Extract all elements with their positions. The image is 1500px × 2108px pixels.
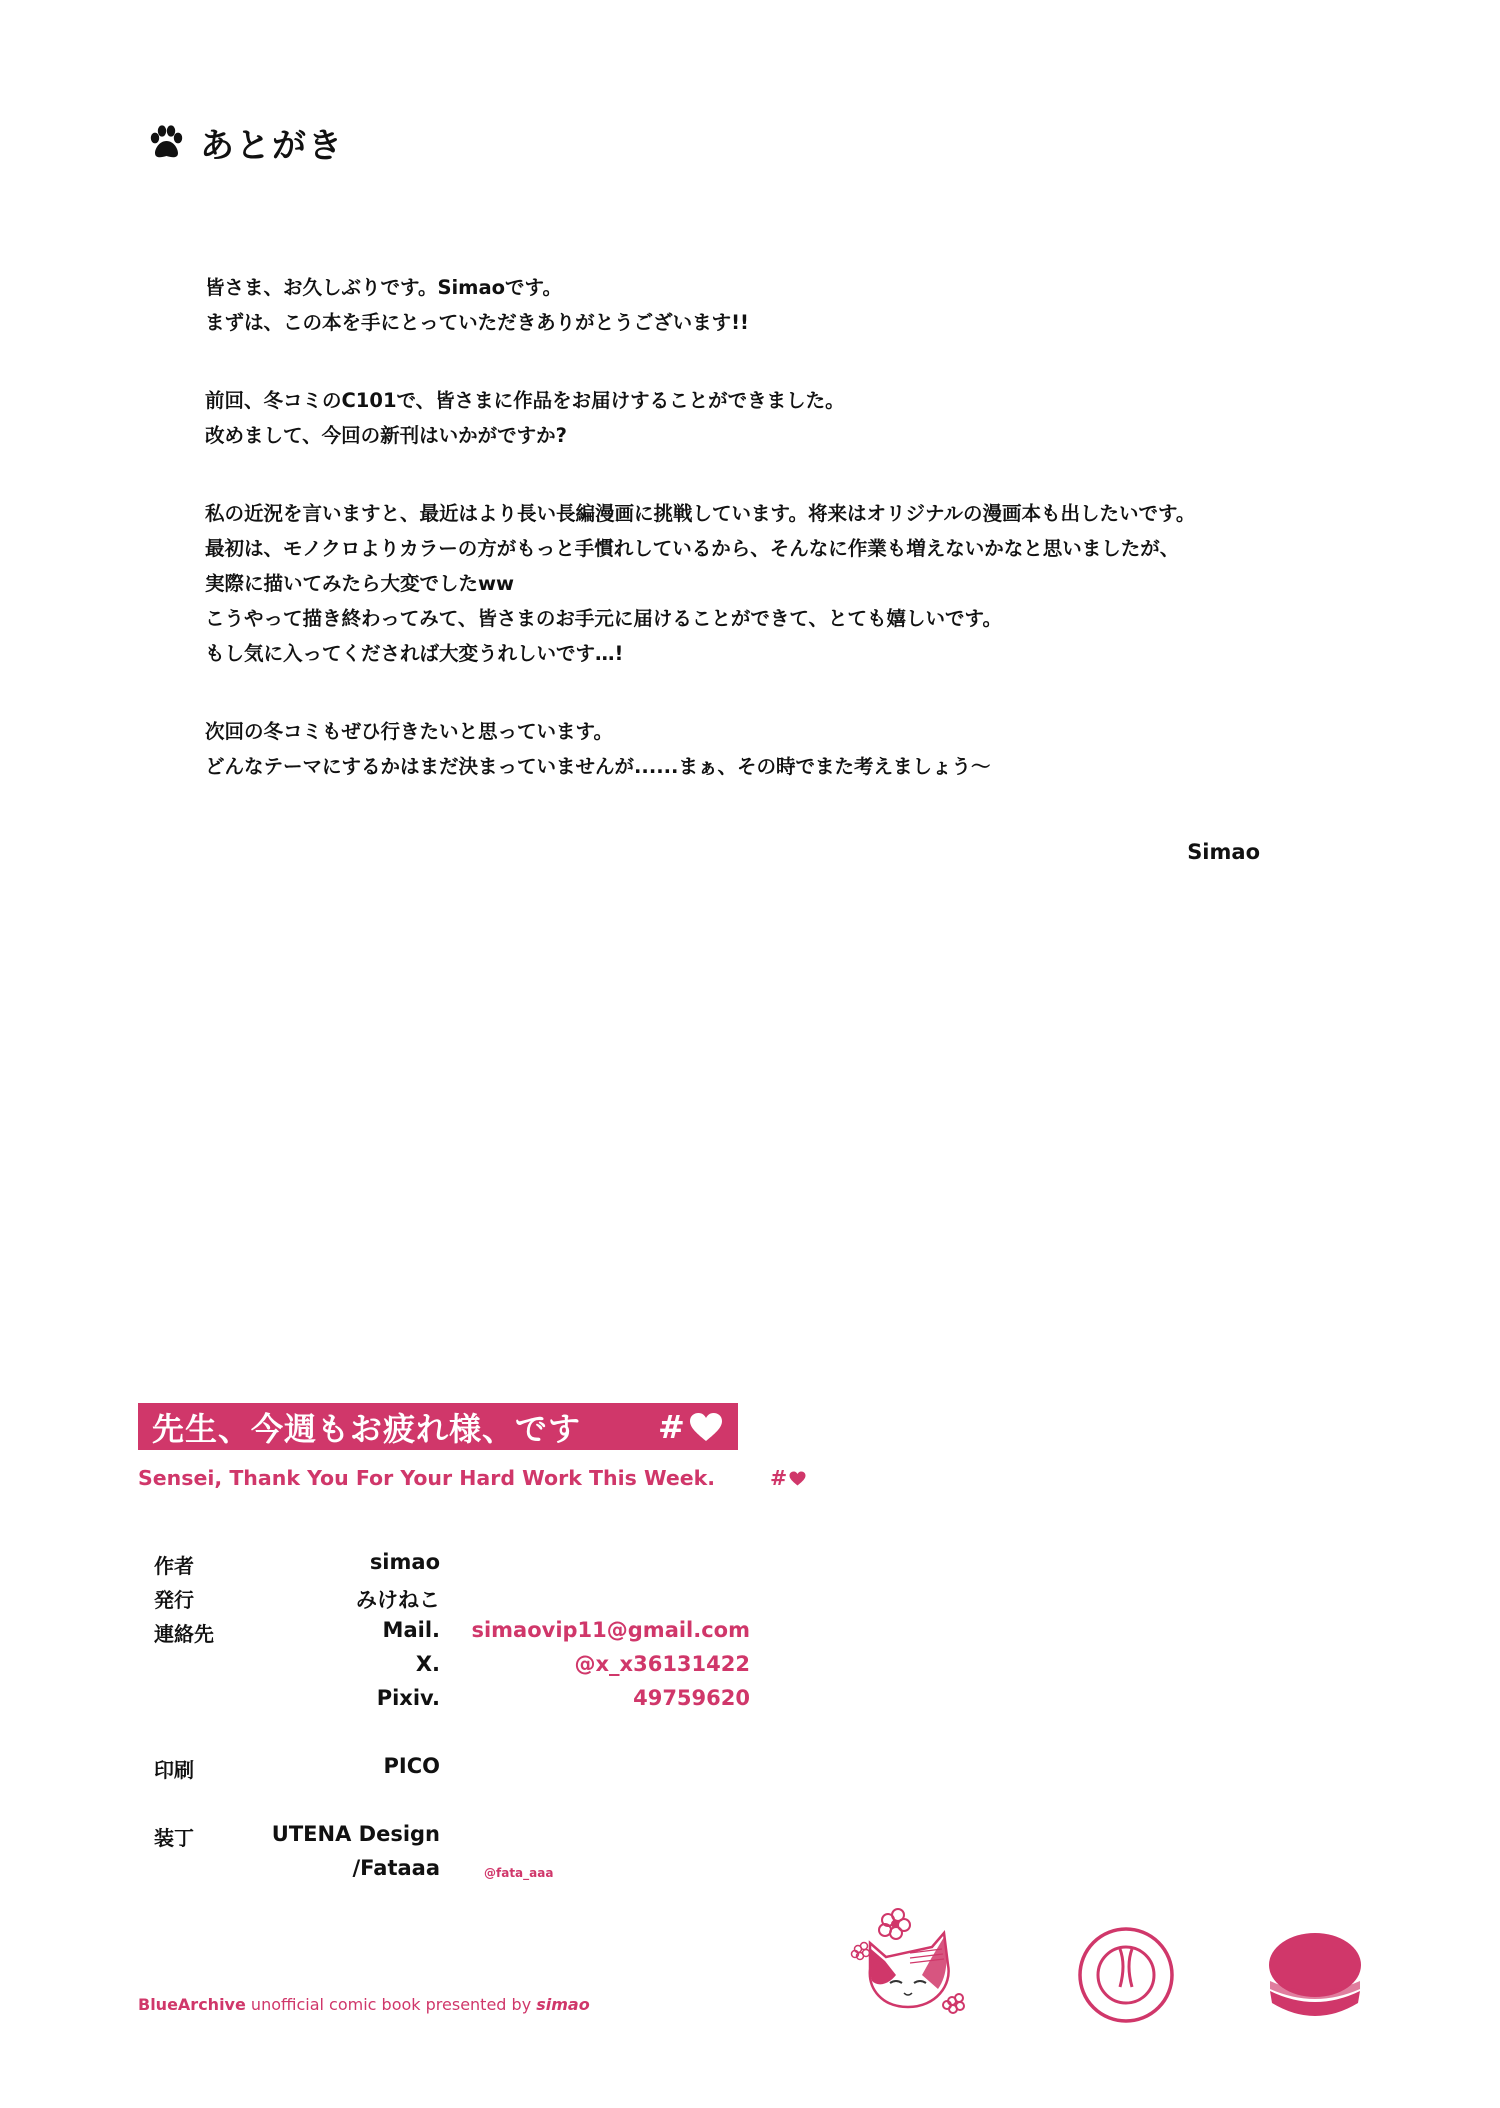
- print-label: 印刷: [154, 1758, 194, 1782]
- cat-face-logo: [848, 1905, 968, 2015]
- paragraph: [205, 714, 1355, 784]
- colophon-title-bar: [138, 1403, 738, 1450]
- text-line: もし気に入ってくだされば大変うれしいです…!: [205, 642, 624, 665]
- footer-part-3: simao: [536, 1995, 590, 2014]
- publisher-label: 発行: [154, 1588, 194, 1612]
- text-line: まずは、この本を手にとっていただきありがとうございます!!: [205, 311, 749, 334]
- mail-label: Mail.: [382, 1618, 440, 1642]
- paw-icon: [146, 123, 186, 163]
- x-label: X.: [415, 1652, 440, 1676]
- macaron-icon: [1265, 1925, 1365, 2025]
- design-value-2: /Fataaa: [352, 1856, 440, 1880]
- text-line: 前回、冬コミのC101で、皆さまに作品をお届けすることができました。: [205, 389, 845, 412]
- pixiv-label: Pixiv.: [376, 1686, 440, 1710]
- text-line: 最初は、モノクロよりカラーの方がもっと手慣れしているから、そんなに作業も増えないかなと思いましたが、: [205, 537, 1180, 560]
- publisher-value: みけねこ: [356, 1588, 440, 1612]
- text-line: 改めまして、今回の新刊はいかがですか?: [205, 424, 567, 447]
- title-hash: #: [658, 1407, 685, 1446]
- title-hash-heart: [658, 1403, 723, 1450]
- signature: Simao: [1187, 840, 1260, 864]
- print-value: PICO: [383, 1754, 440, 1778]
- design-label: 装丁: [154, 1826, 194, 1850]
- flower-icon: [879, 1909, 910, 1939]
- footer-credit: [138, 1995, 590, 2014]
- design-value: UTENA Design: [271, 1822, 440, 1846]
- afterword-body: [205, 270, 1355, 827]
- small-flower-icon: [852, 1943, 870, 1960]
- text-line: 皆さま、お久しぶりです。Simaoです。: [205, 276, 562, 299]
- ring-emblem-icon: [1076, 1925, 1176, 2025]
- paragraph: [205, 270, 1355, 340]
- design-handle-link[interactable]: @fata_aaa: [484, 1866, 554, 1880]
- afterword-heading: [146, 118, 344, 167]
- afterword-title: あとがき: [200, 126, 344, 166]
- paragraph: [205, 383, 1355, 453]
- footer-part-2: unofficial comic book presented by: [245, 1995, 537, 2014]
- contact-label: 連絡先: [154, 1622, 214, 1646]
- heart-icon: [689, 1412, 723, 1442]
- subtitle-hash-heart: [770, 1466, 806, 1490]
- pixiv-link[interactable]: 49759620: [633, 1686, 750, 1710]
- footer-part-1: BlueArchive: [138, 1995, 246, 2014]
- x-link[interactable]: @x_x36131422: [574, 1652, 750, 1676]
- author-label: 作者: [154, 1554, 194, 1578]
- colophon-title-en: Sensei, Thank You For Your Hard Work This Week.: [138, 1466, 716, 1490]
- paragraph: [205, 496, 1355, 671]
- text-line: こうやって描き終わってみて、皆さまのお手元に届けることができて、とても嬉しいです。: [205, 607, 1002, 630]
- author-value: simao: [369, 1550, 440, 1574]
- text-line: どんなテーマにするかはまだ決まっていませんが......まぁ、その時でまた考えましょう〜: [205, 755, 991, 778]
- text-line: 私の近況を言いますと、最近はより長い長編漫画に挑戦しています。将来はオリジナルの漫画本も出したいです。: [205, 502, 1196, 525]
- text-line: 次回の冬コミもぜひ行きたいと思っています。: [205, 720, 613, 743]
- mail-link[interactable]: simaovip11@gmail.com: [471, 1618, 750, 1642]
- text-line: 実際に描いてみたら大変でしたww: [205, 572, 515, 595]
- colophon-title-jp: 先生、今週もお疲れ様、です: [152, 1409, 582, 1448]
- corner-flower-icon: [943, 1994, 964, 2013]
- heart-icon: [789, 1471, 806, 1486]
- subtitle-hash: #: [770, 1466, 788, 1490]
